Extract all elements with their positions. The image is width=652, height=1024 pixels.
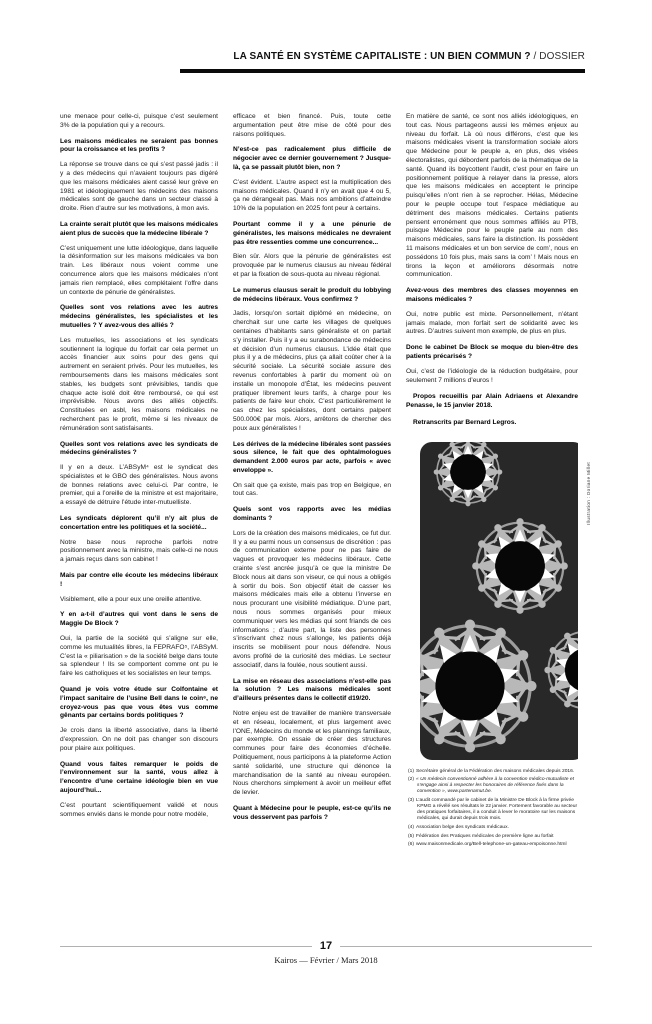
footnote-list [408, 769, 578, 849]
body-paragraph: Oui, notre public est mixte. Personnellement, n’étant jamais malade, mon forfait sert de solidarité avec les autres. D’autres suivent mon exemple, de plus en plus. [406, 310, 578, 336]
question-heading: Les maisons médicales ne seraient pas bonnes pour la croissance et les profits ? [60, 137, 218, 154]
footnote-number: (3) [408, 798, 414, 804]
body-paragraph: Visiblement, elle a pour eux une oreille attentive. [60, 595, 202, 603]
body-paragraph: Oui, c’est de l’idéologie de la réduction budgétaire, pour seulement 7 millions d’euros ! [406, 367, 578, 384]
footnote-number: (2) [408, 777, 414, 783]
body-paragraph: une menace pour celle-ci, puisque c’est seulement 3% de la population qui y a recours. [60, 113, 218, 129]
question-heading: Quant à Médecine pour le peuple, est-ce qu’ils ne vous desservent pas parfois ? [233, 804, 391, 821]
question-heading: Avez-vous des membres des classes moyennes en maisons médicales ? [406, 287, 578, 303]
question-heading: Quels sont vos rapports avec les médias dominants ? [233, 506, 391, 523]
question-heading: Quand je vois votre étude sur Colfontaine et l’impact sanitaire de l’usine Bell dans le coin⁶, ne croyez-vous pas que vous êtes vus comme gênants par certains bords politiques ? [60, 686, 218, 720]
body-paragraph: C’est évident. L’autre aspect est la multiplication des maisons médicales. Quand il n’y en avait que 4 ou 5, ça ne dérangeait pas. Mais nos ambitions d’atteindre 10% de la population en 2025 font peur à certains. [233, 178, 391, 213]
footnote-number: (5) [408, 833, 414, 839]
question-heading: Les syndicats déplorent qu’il n’y ait plus de concertation entre les politiques et la société... [60, 515, 218, 531]
question-heading: Le numerus clausus serait le produit du lobbying de médecins libéraux. Vous confirmez ? [233, 286, 391, 303]
footnote-text: Secrétaire général de la Fédération des maisons médicales depuis 2016. [415, 768, 575, 774]
question-heading: Donc le cabinet De Block se moque du bien-être des patients précarisés ? [406, 344, 578, 360]
question-heading: Quand vous faites remarquer le poids de l’environnement sur la santé, vous allez à l’encontre d’une certaine idéologie bien en vue aujourd’hui... [60, 760, 218, 794]
footnote-item [408, 834, 578, 840]
footnote-number: (4) [408, 824, 414, 830]
journal-footer-line: Kairos — Février / Mars 2018 [274, 955, 378, 965]
question-heading: Les dérives de la médecine libérales sont passées sous silence, le fait que des ophtalmologues demandent 2.000 euros par acte, parfois « avec enveloppe ». [233, 440, 391, 474]
article-column-3 [406, 113, 578, 1024]
header-rule [180, 69, 585, 73]
credit-line: Propos recueillis par Alain Adriaens et Alexandre Penasse, le 15 janvier 2018. [406, 393, 578, 410]
question-heading: Y en a-t-il d’autres qui vont dans le sens de Maggie De Block ? [60, 611, 218, 628]
footnote-text: Fédération des Pratiques médicales de première ligne au forfait [415, 833, 554, 839]
footer-rule-left [60, 946, 312, 947]
body-paragraph: C’est uniquement une lutte idéologique, dans laquelle la désinformation sur les maisons médicales va bon train. Les libéraux nous voient comme une concurrence alors que les maisons médicales n’ont jamais rien remplacé, elles complétaient l’offre dans un contexte de pénurie de généralistes. [60, 244, 218, 296]
article-column-1 [60, 113, 218, 958]
illustration-credit: Illustration : Doriane Millet [586, 462, 591, 525]
dossier-label: / DOSSIER [530, 51, 585, 62]
body-paragraph: Oui, la partie de la société qui s’aligne sur elle, comme les mutualités libres, la FEPRAFO⁵, l’ABSyM. C’est la « piliarisation » de la société belge dans toute sa splendeur ! Ils se comportent comme ont pu le faire les catholiques et les socialistes en leur temps. [60, 635, 218, 678]
body-paragraph: Notre base nous reproche parfois notre positionnement avec la ministre, mais celle-ci ne nous a jamais reçus dans son cabinet ! [60, 538, 218, 564]
dossier-title: LA SANTÉ EN SYSTÈME CAPITALISTE : UN BIEN COMMUN ? [233, 51, 531, 62]
credit-line: Retranscrits par Bernard Legros. [413, 418, 517, 426]
body-paragraph: On sait que ça existe, mais pas trop en Belgique, en tout cas. [233, 481, 391, 498]
question-heading: Quelles sont vos relations avec les syndicats de médecins généralistes ? [60, 440, 218, 457]
question-heading: N’est-ce pas radicalement plus difficile de négocier avec ce dernier gouvernement ? Jusque-là, ça se passait plutôt bien, non ? [233, 146, 391, 171]
footnote-text: www.maisonmedicale.org/Bell-telephone-un-gateau-empoisonne.html [415, 842, 567, 848]
question-heading: Pourtant comme il y a une pénurie de généralistes, les maisons médicales ne devraient pas être ressenties comme une concurrence... [233, 220, 391, 246]
article-column-2 [233, 113, 391, 958]
question-heading: Quelles sont vos relations avec les autres médecins généralistes, les spécialistes et les mutuelles ? Y avez-vous des alliés ? [60, 304, 218, 329]
question-heading: La crainte serait plutôt que les maisons médicales aient plus de succès que la médecine libérale ? [60, 220, 218, 237]
footer-rule [60, 941, 592, 952]
footnote-text: Association belge des syndicats médicaux. [415, 824, 509, 830]
footnote-text: « Un médecin conventionné adhère à la convention médico-mutualiste et s’engage ainsi à respecter les honoraires de référence fixés dans la convention », www.partenamut.be. [415, 777, 574, 795]
footnote-item [408, 842, 578, 848]
illustration-panel [420, 442, 578, 760]
footnote-text: L’audit commandé par le cabinet de la Ministre De Block à la firme privée KPMG a révélé ses résultats le 22 janvier. Fortement favorable au secteur des pratiques forfaitaires, il a conduit à lever le moratoire sur les maisons médicales, qui durait depuis trois mois. [415, 798, 578, 822]
question-heading: Mais par contre elle écoute les médecins libéraux ! [60, 572, 218, 588]
body-paragraph: En matière de santé, ce sont nos alliés idéologiques, en tout cas. Nous partageons aussi les mêmes enjeux au niveau du forfait. Là où nous différons, c’est que les maisons médicales visent la transformation sociale alors que Médecine pour le peuple a, en plus, des visées électoralistes, qui débordent parfois de la thématique de la santé. Quand ils boycottent l’audit, c’est pour en faire un positionnement politique à relayer dans la presse, alors que les maisons médicales en acceptent le principe puisqu’elles n’ont rien à se reprocher. Hélas, Médecine pour le peuple occupe tout l’espace médiatique au détriment des maisons médicales. Certains patients pensent erronément que nous sommes affiliés au PTB, puisque Médecine pour le peuple parle au nom des maisons médicales, sans faire la distinction. Ils possèdent 11 maisons médicales et un bon service de com’, nous en possédons 10 fois plus, mais sans la com’ ! Mais nous en tirons la leçon et améliorons désormais notre communication. [406, 113, 578, 279]
question-heading: La mise en réseau des associations n’est-elle pas la solution ? Les maisons médicales sont d’ailleurs présentes dans le collectif d19/20. [233, 677, 391, 703]
page-footer [60, 941, 592, 965]
body-paragraph: Les mutuelles, les associations et les syndicats soutiennent la logique du forfait car cela permet un accès financier aux soins pour des gens qui autrement en seraient privés. Pour les mutuelles, les remboursements dans les maisons médicales sont stables, les budgets sont prévisibles, tandis que chaque acte isolé doit être remboursé, ce qui est imprévisible. Nous avons des alliés objectifs. Constituées en asbl, les maisons médicales ne recherchent pas le profit, même si les niveaux de rémunération sont satisfaisants. [60, 336, 218, 432]
footnote-number: (1) [408, 768, 414, 774]
footnote-item [408, 777, 578, 795]
body-paragraph: Lors de la création des maisons médicales, ce fut dur. Il y a eu parmi nous un consensus de discrétion : pas de communication externe pour ne pas faire de vagues et provoquer les médecins libéraux. Cette crainte s’est ancrée jusqu’à ce que la ministre De Block nous ait dans son viseur, ce qui nous a obligés à sortir du bois. Son objectif était de casser les maisons médicales mais elle a obtenu l’inverse en nous procurant une visibilité médiatique. D’une part, nous nous sommes organisés pour mieux communiquer vers les médias qui sont friands de ces informations ; d’autre part, la liste des personnes s’inscrivant chez nous s’allonge, les patients déjà inscrits se mobilisent pour nous défendre. Nous avons profité de la curiosité des médias. Le secteur associatif, dans la foulée, nous soutient aussi. [233, 529, 391, 669]
footer-rule-right [340, 946, 592, 947]
page-number: 17 [319, 940, 333, 952]
body-paragraph: Il y en a deux. L’ABSyM⁴ est le syndicat des spécialistes et le GBO des généralistes. Nous avons de bonnes relations avec celui-ci. Par contre, le premier, qui a l’oreille de la ministre et est majoritaire, a essayé de détruire l’étude inter-mutuelliste. [60, 464, 218, 507]
body-paragraph: La réponse se trouve dans ce qui s’est passé jadis : il y a des médecins qui n’avaient toujours pas digéré que les maisons médicales aient cassé leur grève en 1981 et idéologiquement les médecins des maisons médicales sont de gauche dans un secteur classé à droite. Rien d’autre sur les motivations, à mon avis. [60, 161, 218, 213]
body-paragraph: Notre enjeu est de travailler de manière transversale et en réseau, localement, et plus largement avec l’ONE, Médecins du monde et les plannings familiaux, par exemple. On essaie de créer des structures communes pour faire des économies d’échelle. Politiquement, nous participons à la plateforme Action santé solidarité, une structure qui dénonce la marchandisation de la santé au niveau européen. Nous cherchons simplement à avoir un meilleur effet de levier. [233, 710, 391, 797]
column-3-text [406, 113, 578, 428]
people-ring-illustration [420, 442, 578, 760]
body-paragraph: Je crois dans la liberté associative, dans la liberté d’expression. On ne doit pas changer son discours pour plaire aux politiques. [60, 727, 218, 752]
footnote-item [408, 825, 578, 831]
body-paragraph: efficace et bien financé. Puis, toute cette argumentation peut être mise de côté pour des raisons politiques. [233, 113, 391, 138]
footnote-item [408, 769, 578, 775]
body-paragraph: Bien sûr. Alors que la pénurie de généralistes est provoquée par le numerus clausus au niveau fédéral et par la fixation de sous-quota au niveau régional. [233, 253, 391, 278]
page-header [180, 51, 585, 62]
footnote-number: (6) [408, 842, 414, 848]
footnote-item [408, 798, 578, 822]
body-paragraph: C’est pourtant scientifiquement validé et nous sommes enviés dans le monde pour notre modèle, [60, 801, 218, 818]
body-paragraph: Jadis, lorsqu’on sortait diplômé en médecine, on cherchait sur une carte les villages de quelques centaines d’habitants sans généraliste et on partait s’y installer. Puis il y a eu surabondance de médecins et décision d’un numerus clausus. L’idée était que plus il y a de médecins, plus ça allait coûter cher à la sécurité sociale. La sécurité sociale assure des revenus confortables à partir du moment où on installe un monopole d’État, les médecins peuvent pratiquer librement leurs tarifs, à charge pour les patients de faire leur choix. C’est particulièrement le cas chez les spécialistes, dont certains palpent 500.000€ par mois. Alors, arrêtons de chercher des poux aux généralistes ! [233, 310, 391, 432]
